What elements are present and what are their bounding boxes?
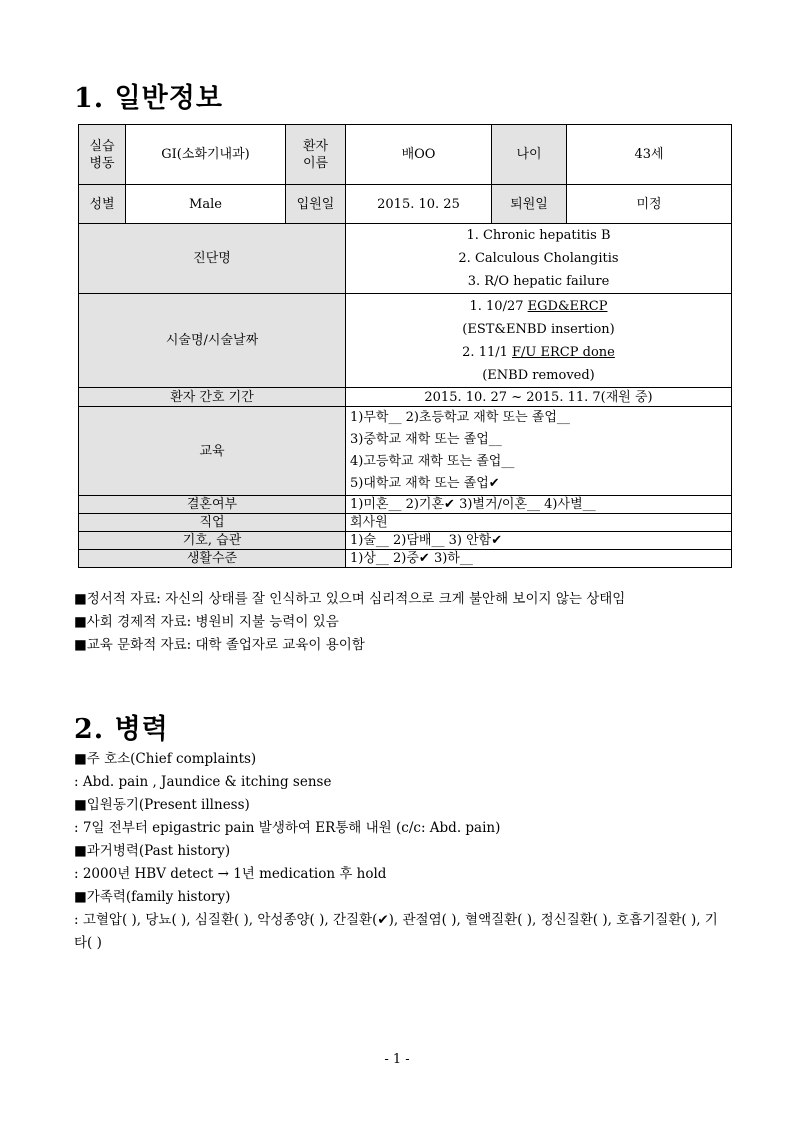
history-content <box>74 748 724 955</box>
care-period-value: 2015. 10. 27 ~ 2015. 11. 7(재원 중) <box>346 388 732 407</box>
ward-value: GI(소화기내과) <box>126 125 286 185</box>
sex-value: Male <box>126 185 286 224</box>
table-row <box>79 514 732 532</box>
admission-date-label: 입원일 <box>286 185 346 224</box>
living-standard-label: 생활수준 <box>79 550 346 568</box>
procedure-line <box>350 295 727 318</box>
diagnosis-value <box>346 224 732 294</box>
marriage-label: 결혼여부 <box>79 496 346 514</box>
table-row <box>79 388 732 407</box>
discharge-date-label: 퇴원일 <box>492 185 567 224</box>
care-period-label: 환자 간호 기간 <box>79 388 346 407</box>
past-history-value: : 2000년 HBV detect → 1년 medication 후 hold <box>74 866 387 882</box>
section-title-history: 2. 병력 <box>74 714 169 745</box>
diagnosis-label: 진단명 <box>79 224 346 294</box>
past-history-heading: ■과거병력(Past history) <box>74 843 231 859</box>
admission-date-value: 2015. 10. 25 <box>346 185 492 224</box>
table-row <box>79 185 732 224</box>
patient-name-value: 배OO <box>346 125 492 185</box>
procedure-name: EGD&ERCP <box>527 298 608 314</box>
education-culture-note: ■교육 문화적 자료: 대학 졸업자로 교육이 용이함 <box>74 637 365 653</box>
diagnosis-line: 1. Chronic hepatitis B <box>466 228 611 243</box>
table-row <box>79 496 732 514</box>
chief-complaints-heading: ■주 호소(Chief complaints) <box>74 751 257 767</box>
socioeconomic-data-note: ■사회 경제적 자료: 병원비 지불 능력이 있음 <box>74 614 339 630</box>
procedure-line: (EST&ENBD insertion) <box>462 321 615 337</box>
table-row <box>79 550 732 568</box>
table-row <box>79 294 732 388</box>
education-value <box>346 407 732 496</box>
table-row <box>79 407 732 496</box>
present-illness-value: : 7일 전부터 epigastric pain 발생하여 ER통해 내원 (c/c: Abd. pain) <box>74 820 501 836</box>
table-row <box>79 125 732 185</box>
habit-value: 1)술__ 2)담배__ 3) 안함✔ <box>346 532 732 550</box>
chief-complaints-value: : Abd. pain , Jaundice & itching sense <box>74 774 332 790</box>
assessment-notes <box>74 588 724 657</box>
marriage-value: 1)미혼__ 2)기혼✔ 3)별거/이혼__ 4)사별__ <box>346 496 732 514</box>
procedure-value <box>346 294 732 388</box>
sex-label: 성별 <box>79 185 126 224</box>
habit-label: 기호, 습관 <box>79 532 346 550</box>
procedure-date: 1. 10/27 <box>469 298 528 314</box>
emotional-data-note: ■정서적 자료: 자신의 상태를 잘 인식하고 있으며 심리적으로 크게 불안해 보이지 않는 상태임 <box>74 591 626 607</box>
ward-label: 실습 병동 <box>79 125 126 185</box>
procedure-label: 시술명/시술날짜 <box>79 294 346 388</box>
family-history-value: : 고혈압( ), 당뇨( ), 심질환( ), 악성종양( ), 간질환(✔), 관절염( ), 혈액질환( ), 정신질환( ), 호흡기질환( ), 기타( ) <box>74 912 718 951</box>
table-row <box>79 224 732 294</box>
diagnosis-line: 2. Calculous Cholangitis <box>458 251 619 266</box>
living-standard-value: 1)상__ 2)중✔ 3)하__ <box>346 550 732 568</box>
page-number: - 1 - <box>384 1052 410 1067</box>
education-label: 교육 <box>79 407 346 496</box>
table-row <box>79 532 732 550</box>
job-value: 회사원 <box>346 514 732 532</box>
procedure-line <box>350 341 727 364</box>
education-option: 5)대학교 재학 또는 졸업✔ <box>350 476 500 491</box>
diagnosis-line: 3. R/O hepatic failure <box>467 274 610 289</box>
procedure-date: 2. 11/1 <box>462 344 513 360</box>
education-option: 4)고등학교 재학 또는 졸업__ <box>350 454 515 469</box>
present-illness-heading: ■입원동기(Present illness) <box>74 797 250 813</box>
section-title-general-info: 1. 일반정보 <box>74 83 223 114</box>
education-option: 3)중학교 재학 또는 졸업__ <box>350 432 502 447</box>
discharge-date-value: 미정 <box>567 185 732 224</box>
job-label: 직업 <box>79 514 346 532</box>
age-label: 나이 <box>492 125 567 185</box>
patient-name-label: 환자 이름 <box>286 125 346 185</box>
family-history-heading: ■가족력(family history) <box>74 889 231 905</box>
education-option: 1)무학__ 2)초등학교 재학 또는 졸업__ <box>350 410 570 425</box>
procedure-name: F/U ERCP done <box>512 344 615 360</box>
procedure-line: (ENBD removed) <box>482 367 595 383</box>
age-value: 43세 <box>567 125 732 185</box>
general-info-table <box>78 124 732 568</box>
